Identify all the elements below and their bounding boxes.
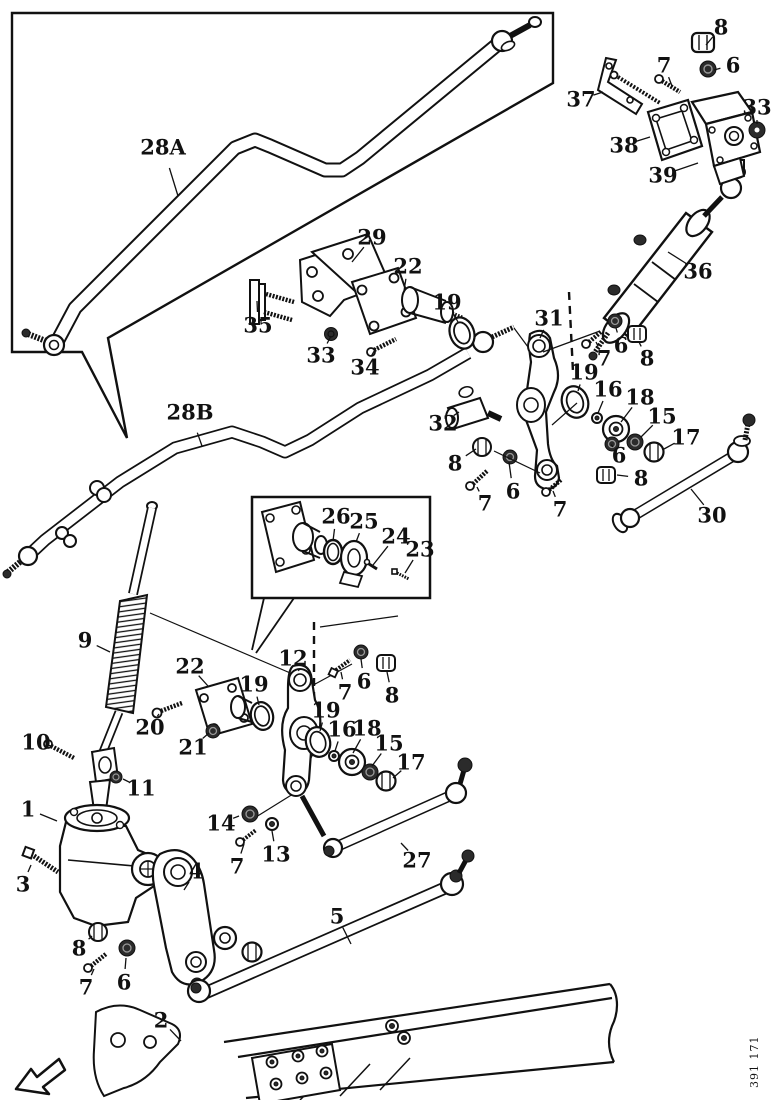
callout-6-40: 6: [356, 668, 372, 694]
leader-line-6-62: [125, 958, 126, 969]
callout-30-32: 30: [697, 502, 727, 528]
callout-21-50: 21: [178, 734, 208, 760]
callout-9-37: 9: [77, 627, 93, 653]
callout-19-41: 19: [239, 671, 269, 697]
callout-36-10: 36: [683, 258, 713, 284]
callout-11-52: 11: [126, 775, 156, 801]
callout-19-11: 19: [432, 289, 462, 315]
leader-line-9-37: [97, 646, 110, 652]
callout-26-33: 26: [321, 503, 351, 529]
callout-8-43: 8: [384, 682, 400, 708]
callout-33-5: 33: [742, 94, 772, 120]
leader-line-8-28: [617, 475, 628, 476]
callout-6-3: 6: [725, 52, 741, 78]
callout-19-44: 19: [311, 697, 341, 723]
callout-6-26: 6: [611, 442, 627, 468]
bolt-3-icon: [23, 847, 58, 872]
callout-7-42: 7: [337, 679, 353, 705]
nut-21-icon: [206, 724, 220, 738]
variant-box-28a: [12, 13, 553, 438]
callout-37-4: 37: [566, 86, 596, 112]
callout-34-18: 34: [350, 354, 380, 380]
callout-29-8: 29: [357, 224, 387, 250]
callout-8-28: 8: [633, 465, 649, 491]
callout-16-45: 16: [327, 716, 357, 742]
nut-11-icon: [110, 771, 122, 783]
callout-19-19: 19: [569, 359, 599, 385]
callout-5-60: 5: [329, 903, 345, 929]
callout-4-59: 4: [188, 858, 204, 884]
leader-line-24-35: [373, 546, 388, 565]
leader-line-13-55: [272, 831, 274, 841]
leader-line-7-42: [341, 672, 343, 679]
callout-7-63: 7: [78, 974, 94, 1000]
callout-3-58: 3: [15, 871, 31, 897]
direction-arrow-icon: [16, 1059, 65, 1094]
leader-line-16-20: [598, 401, 603, 413]
callout-18-21: 18: [625, 384, 655, 410]
doc-number: 391 171: [748, 1035, 761, 1088]
callout-17-25: 17: [671, 424, 701, 450]
callout-23-36: 23: [405, 536, 435, 562]
callout-16-20: 16: [593, 376, 623, 402]
callout-17-51: 17: [396, 749, 426, 775]
callout-7-16: 7: [596, 345, 612, 371]
steering-column-9: [90, 502, 157, 810]
callout-28b-22: 28B: [166, 399, 214, 425]
callout-38-6: 38: [609, 132, 639, 158]
washer-33-top-icon: [749, 122, 765, 138]
callout-2-64: 2: [153, 1007, 169, 1033]
power-cylinder-36: [589, 160, 745, 360]
steering-gear-1: [60, 805, 164, 926]
callout-8-27: 8: [447, 450, 463, 476]
frame-rail-2: [94, 984, 617, 1100]
hardware-bottom-left: [84, 923, 135, 972]
callout-6-29: 6: [505, 478, 521, 504]
bolt-34-icon: [367, 339, 396, 356]
leader-line-8-43: [387, 672, 389, 682]
tie-rod-28a: [22, 17, 541, 355]
callout-31-12: 31: [534, 305, 564, 331]
gasket-38: [648, 100, 702, 160]
bracket-37: [598, 58, 660, 114]
callout-18-46: 18: [352, 715, 382, 741]
leader-line-35-13: [257, 301, 258, 312]
hardware-13-14: [236, 806, 278, 846]
nut-6-top-icon: [700, 61, 716, 77]
leader-line-39-7: [675, 163, 698, 171]
callout-1-53: 1: [20, 796, 36, 822]
callout-32-24: 32: [428, 410, 458, 436]
callout-33-15: 33: [306, 342, 336, 368]
callout-28a-0: 28A: [140, 134, 186, 160]
callout-7-30: 7: [477, 490, 493, 516]
callout-8-17: 8: [639, 345, 655, 371]
callout-35-13: 35: [243, 312, 273, 338]
callout-7-2: 7: [656, 52, 672, 78]
leader-line-6-40: [361, 659, 362, 668]
callout-7-57: 7: [229, 853, 245, 879]
callout-14-54: 14: [206, 810, 236, 836]
callout-13-55: 13: [261, 841, 291, 867]
callout-6-62: 6: [116, 969, 132, 995]
leader-line-28a-0: [169, 168, 178, 196]
callout-15-49: 15: [374, 730, 404, 756]
callout-27-56: 27: [402, 847, 432, 873]
callout-12-38: 12: [278, 645, 308, 671]
callout-25-34: 25: [349, 508, 379, 534]
callout-39-7: 39: [648, 162, 678, 188]
callout-6-14: 6: [613, 332, 629, 358]
leader-line-23-36: [405, 560, 413, 573]
callout-22-9: 22: [393, 253, 423, 279]
nut-33-icon: [325, 328, 338, 341]
bolt-7-top-icon: [655, 75, 680, 92]
capnut-8-top-icon: [692, 33, 714, 52]
callout-24-35: 24: [381, 523, 411, 549]
callout-8-1: 8: [713, 14, 729, 40]
callout-7-31: 7: [552, 496, 568, 522]
leader-line-16-45: [335, 741, 338, 751]
leader-line-1-53: [40, 814, 57, 821]
callout-8-61: 8: [71, 935, 87, 961]
callout-10-48: 10: [21, 729, 51, 755]
callout-15-23: 15: [647, 403, 677, 429]
callout-22-39: 22: [175, 653, 205, 679]
callout-20-47: 20: [135, 714, 165, 740]
